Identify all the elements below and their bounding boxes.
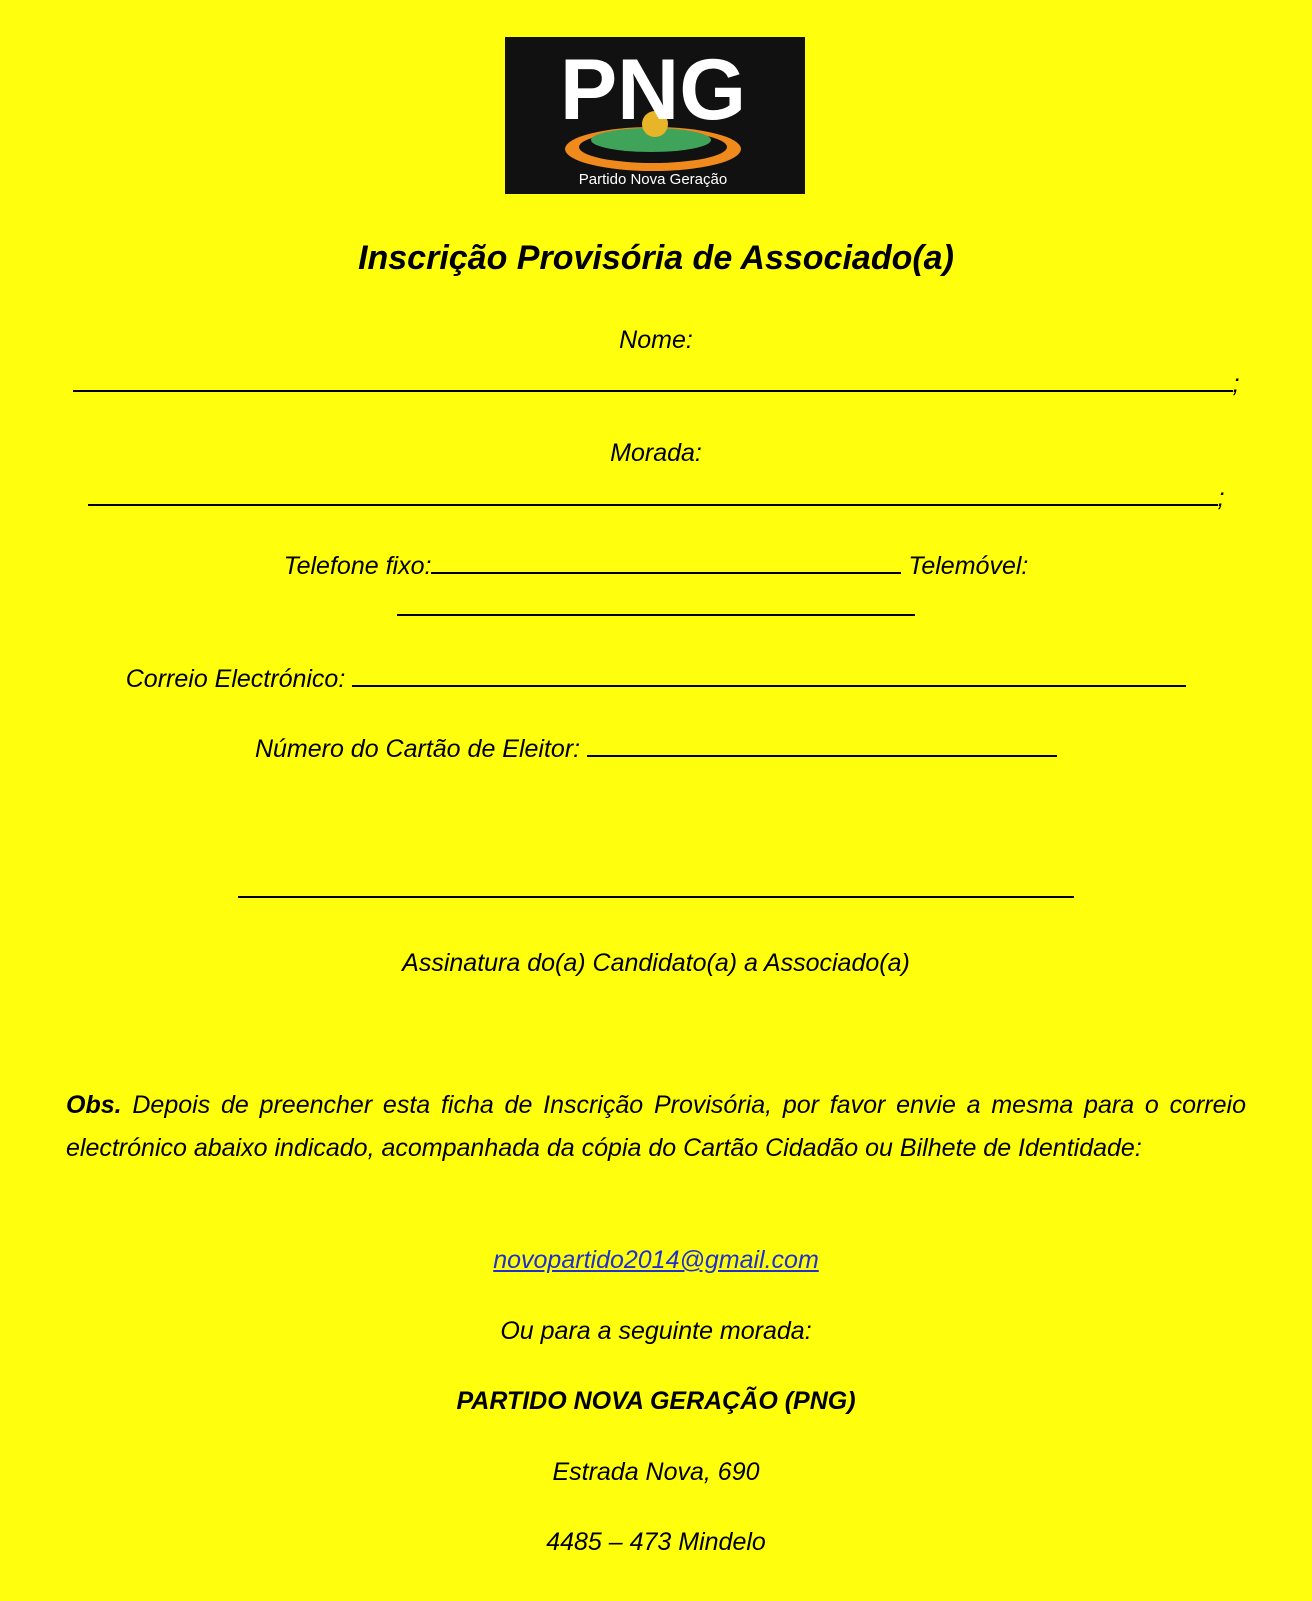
logo-tagline: Partido Nova Geração — [578, 171, 728, 188]
morada-semicolon: ; — [1217, 484, 1225, 512]
email-link-row — [0, 1244, 1312, 1276]
email-label: Correio Electrónico: — [125, 665, 346, 693]
telefone-field[interactable] — [431, 548, 901, 574]
obs-paragraph — [66, 1084, 1246, 1169]
telemovel-label: Telemóvel: — [908, 552, 1029, 580]
email-field[interactable] — [352, 661, 1186, 687]
telefone-label: Telefone fixo: — [283, 552, 432, 580]
telefone-row — [0, 548, 1312, 582]
morada-label: Morada: — [610, 439, 702, 467]
nome-semicolon: ; — [1232, 370, 1240, 398]
obs-text: Depois de preencher esta ficha de Inscrição Provisória, por favor envie a mesma para o correio electrónico abaixo indicado, acompanhada da cópia do Cartão Cidadão ou Bilhete de Identidade: — [66, 1091, 1246, 1162]
contact-email-link[interactable]: novopartido2014@gmail.com — [493, 1246, 819, 1274]
morada-field[interactable] — [88, 480, 1218, 506]
png-logo-graphic — [505, 37, 805, 194]
obs-label: Obs. — [66, 1091, 122, 1119]
form-title: Inscrição Provisória de Associado(a) — [358, 239, 954, 277]
signature-caption: Assinatura do(a) Candidato(a) a Associado(a) — [402, 949, 910, 977]
or-address: Ou para a seguinte morada: — [500, 1317, 812, 1345]
nome-row — [0, 366, 1312, 400]
street-address: Estrada Nova, 690 — [552, 1458, 760, 1486]
cartao-label: Número do Cartão de Eleitor: — [254, 735, 581, 763]
party-logo — [505, 37, 805, 194]
signature-row — [0, 872, 1312, 906]
cartao-field[interactable] — [587, 731, 1057, 757]
telemovel-row — [0, 590, 1312, 624]
email-row — [0, 661, 1312, 695]
telemovel-field[interactable] — [397, 590, 915, 616]
morada-row — [0, 480, 1312, 514]
party-name: PARTIDO NOVA GERAÇÃO (PNG) — [456, 1387, 856, 1415]
logo-wordmark: PNG — [559, 42, 747, 138]
cartao-row — [0, 731, 1312, 765]
nome-field[interactable] — [73, 366, 1233, 392]
postal-address: 4485 – 473 Mindelo — [546, 1528, 766, 1556]
signature-field[interactable] — [238, 872, 1074, 898]
nome-label: Nome: — [619, 326, 693, 354]
